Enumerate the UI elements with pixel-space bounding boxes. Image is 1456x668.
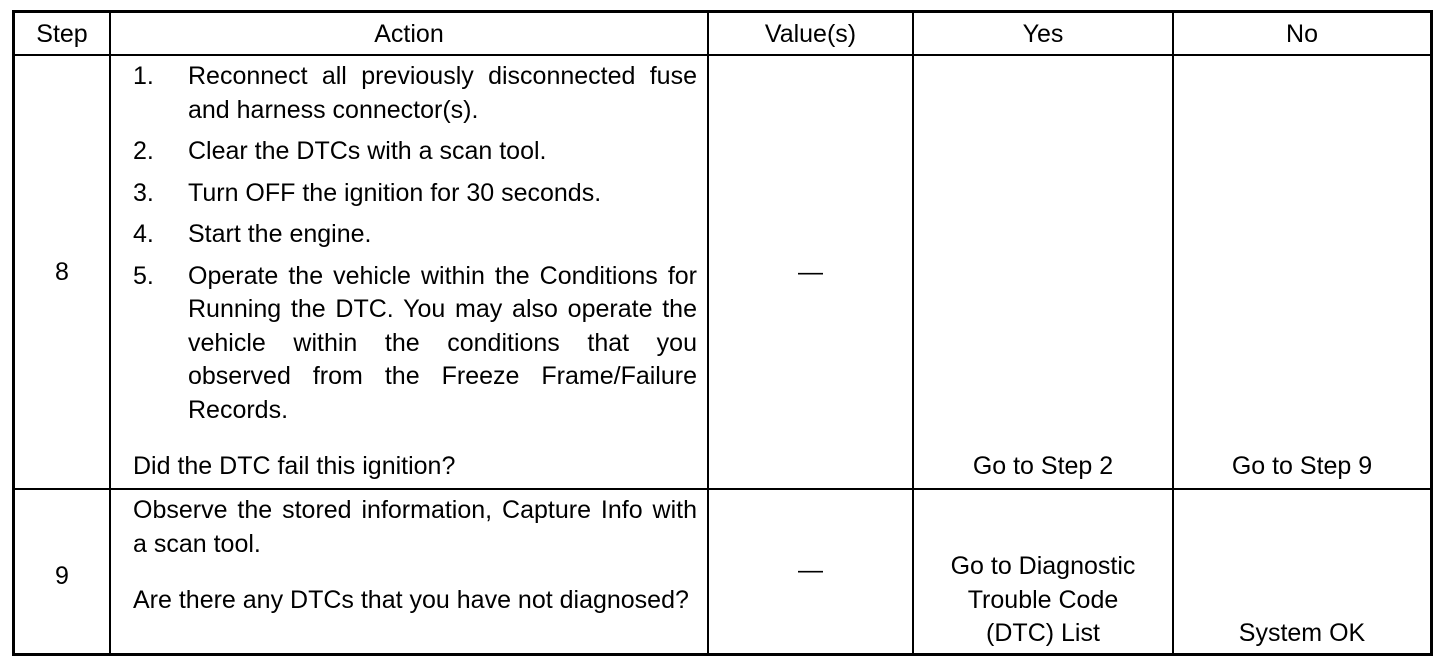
- row-8-question: Did the DTC fail this ignition?: [133, 452, 456, 480]
- action-item: [133, 218, 697, 252]
- header-no: No: [1286, 20, 1318, 48]
- row-9-action: Observe the stored information, Capture Info with a scan tool.: [133, 496, 697, 558]
- row-9-question: Are there any DTCs that you have not diagnosed?: [133, 586, 689, 614]
- action-item: [133, 60, 697, 127]
- header-step: Step: [36, 20, 88, 48]
- action-item-number: 1.: [133, 62, 154, 90]
- action-item-number: 4.: [133, 220, 154, 248]
- row-8-value: —: [798, 258, 823, 286]
- row-9-step: 9: [55, 562, 69, 590]
- header-divider: [15, 54, 1430, 56]
- header-action: Action: [374, 20, 444, 48]
- action-item: [133, 177, 697, 211]
- action-item-number: 2.: [133, 137, 154, 165]
- row-9-value: —: [798, 556, 823, 584]
- action-item-number: 3.: [133, 178, 154, 207]
- header-values: Value(s): [764, 20, 857, 48]
- col-divider-step: [109, 13, 111, 653]
- col-divider-yes: [1172, 13, 1174, 653]
- action-item: [133, 260, 697, 428]
- header-yes: Yes: [1022, 20, 1064, 48]
- row-8-yes: Go to Step 2: [972, 452, 1114, 480]
- diagnostic-table: [12, 10, 1433, 656]
- action-item-text: Turn OFF the ignition for 30 seconds.: [188, 178, 602, 207]
- action-item-text: Clear the DTCs with a scan tool.: [188, 137, 547, 165]
- row-8-step: 8: [55, 258, 69, 286]
- action-item-text: Reconnect all previously disconnected fuse and harness connector(s).: [188, 62, 697, 124]
- action-item-number: 5.: [133, 261, 154, 290]
- row-divider: [15, 488, 1430, 490]
- action-item-text: Operate the vehicle within the Conditions for Running the DTC. You may also operate the vehicle within the conditions that you observed from the Freeze Frame/Failure Records.: [188, 261, 697, 424]
- action-item-text: Start the engine.: [188, 220, 372, 248]
- action-item: [133, 135, 697, 169]
- row-9-yes: Go to Diagnostic Trouble Code (DTC) List: [950, 552, 1136, 647]
- col-divider-values: [912, 13, 914, 653]
- row-9-no: System OK: [1238, 619, 1366, 647]
- row-8-action: [133, 60, 697, 435]
- row-8-no: Go to Step 9: [1231, 452, 1373, 480]
